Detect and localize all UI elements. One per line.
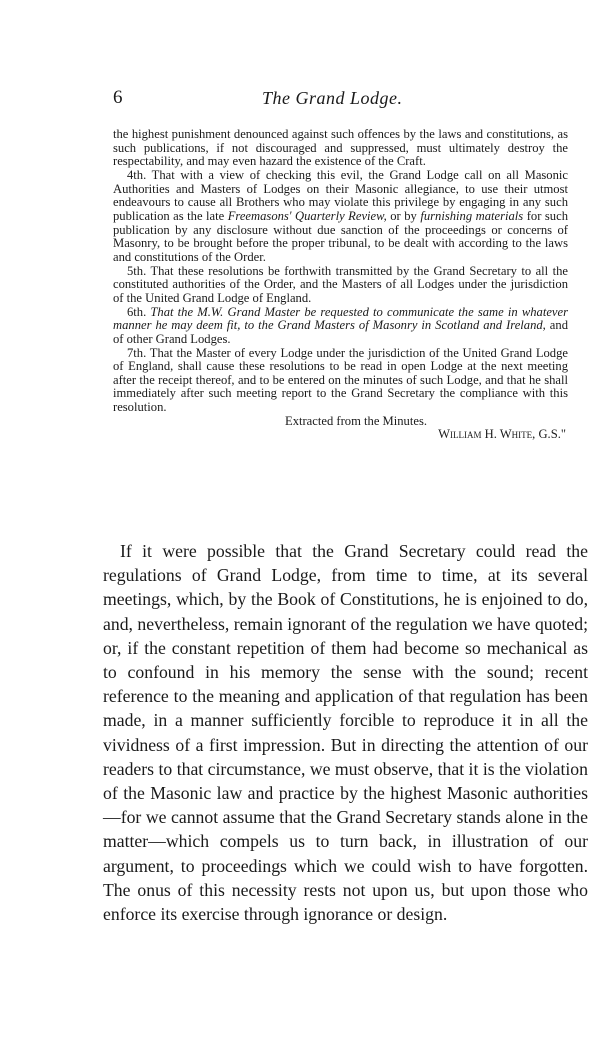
furnishing-materials-phrase: furnishing materials	[420, 208, 524, 223]
resolution-fifth: 5th. That these resolutions be forthwith transmitted by the Grand Secretary to all the constituted authorities of the Order, and the Masters of all Lodges under the jurisdiction of the United Grand Lodge of England.	[113, 263, 568, 305]
extracted-note: Extracted from the Minutes.	[285, 413, 427, 428]
running-title: The Grand Lodge.	[262, 88, 403, 108]
resolution-sixth-number: 6th.	[127, 304, 151, 319]
signature-title: , G.S."	[532, 427, 566, 442]
resolution-fourth	[113, 169, 568, 265]
resolution-continuation: the highest punishment denounced against such offences by the laws and constitutions, as such publications, if not discouraged and suppressed, must ultimately destroy the respectability, and may even hazard the existence of the Craft.	[113, 127, 568, 169]
main-body	[103, 539, 588, 926]
resolution-sixth-italic: That the M.W. Grand Master be requested to communicate the same in whatever manner he may deem fit, to the Grand Masters of Masonry in Scotland and Ireland,	[113, 304, 569, 333]
resolution-sixth-end: and of other Grand Lodges.	[113, 318, 568, 346]
resolution-fourth-text-a: 4th. That with a view of checking this evil, the Grand Lodge call on all Masonic Authorities and Masters of Lodges on their Masonic allegiance, to use their utmost endeavours to cause all Brothers who may violate this privilege by engaging in any such publication as the late	[113, 167, 568, 223]
resolution-seventh: 7th. That the Master of every Lodge under the jurisdiction of the United Grand Lodge of England, shall cause these resolutions to be read in open Lodge at the next meeting after the receipt thereof, and to be entered on the minutes of such Lodge, and that he shall immediately after such meeting report to the Grand Secretary the compliance with this resolution.	[113, 345, 568, 415]
resolution-fourth-text-b: or by	[386, 208, 421, 223]
page-number: 6	[113, 87, 123, 108]
review-title: Freemasons' Quarterly Review,	[227, 208, 387, 223]
quoted-resolutions	[113, 128, 568, 442]
page-header	[0, 87, 595, 111]
body-paragraph: If it were possible that the Grand Secretary could read the regulations of Grand Lodge, from time to time, at its several meetings, which, by the Book of Constitutions, he is enjoined to do, and, nevertheless, remain ignorant of the regulation we have quoted; or, if the constant repetition of them had become so mechanical as to confound in his memory the sense with the sound; recent reference to the meaning and application of that regulation has been made, in a manner sufficiently forcible to reproduce it in all the vividness of a first impression. But in directing the attention of our readers to that circumstance, we must observe, that it is the violation of the Masonic law and practice by the highest Masonic authorities—for we cannot assume that the Grand Secretary stands alone in the matter—which compels us to turn back, in illustration of our argument, to proceedings which we could wish to have forgotten. The onus of this necessity rests not upon us, but upon those who enforce its exercise through ignorance or design.	[103, 541, 588, 925]
signature	[113, 428, 568, 442]
resolution-fourth-text-c: for such publication by any disclosure without due sanction of the proceedings or concerns of Masonry, to be brought before the proper tribunal, to be dealt with according to the laws and constitutions of the Order.	[113, 208, 568, 264]
signature-name: William H. White	[438, 427, 533, 442]
resolution-sixth	[113, 306, 568, 347]
